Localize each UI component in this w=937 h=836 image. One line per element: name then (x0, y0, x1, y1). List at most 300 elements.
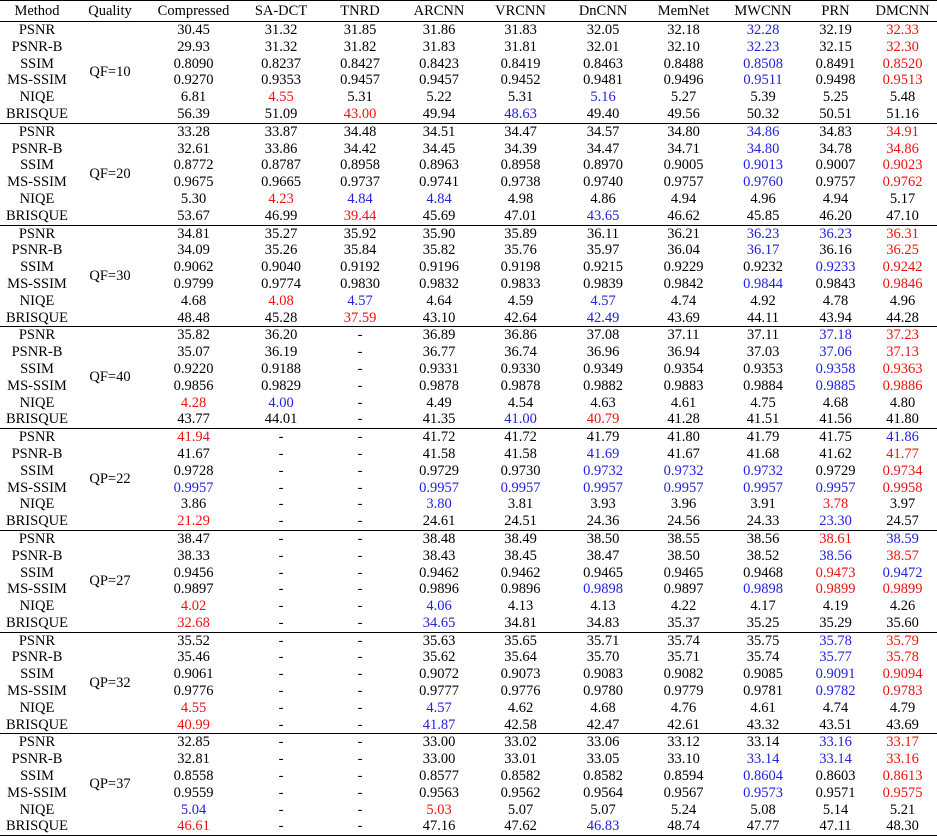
value-cell: 0.9083 (583, 666, 623, 683)
value-cell: 43.10 (422, 309, 456, 326)
value-cell: 34.48 (343, 123, 377, 140)
value-cell: - (278, 614, 284, 631)
value-cell: 38.33 (177, 547, 210, 564)
value-cell: 0.9728 (173, 462, 214, 479)
value-cell: - (357, 496, 363, 513)
metric-label: BRISQUE (5, 411, 69, 428)
metric-label: PSNR-B (11, 649, 63, 666)
value-cell: 35.25 (746, 614, 780, 631)
value-cell: 41.35 (422, 411, 456, 428)
column-header: Quality (88, 3, 132, 19)
table-row (0, 632, 937, 649)
quality-label: QF=40 (89, 369, 131, 386)
value-cell: 5.14 (822, 801, 849, 818)
value-cell: 32.68 (177, 614, 210, 631)
value-cell: 4.75 (750, 394, 776, 411)
metric-label: PSNR (18, 429, 56, 446)
metric-label: NIQE (19, 699, 55, 716)
value-cell: 4.68 (590, 699, 616, 716)
value-cell: 36.17 (746, 242, 780, 259)
value-cell: 41.87 (422, 716, 456, 733)
metric-label: PSNR (18, 327, 56, 344)
value-cell: 4.86 (590, 190, 616, 207)
value-cell: 0.9005 (663, 157, 704, 174)
metric-label: PSNR-B (11, 547, 63, 564)
value-cell: 41.75 (819, 429, 852, 446)
value-cell: 0.9776 (173, 683, 214, 700)
value-cell: 35.74 (746, 649, 780, 666)
value-cell: 37.13 (886, 344, 919, 361)
value-cell: 0.9331 (419, 360, 459, 377)
quality-group (0, 22, 937, 124)
metric-label: NIQE (19, 394, 55, 411)
value-cell: 0.8604 (743, 768, 783, 785)
value-cell: 35.52 (177, 632, 210, 649)
quality-label: QP=27 (89, 572, 131, 589)
value-cell: 31.85 (343, 22, 377, 38)
value-cell: 35.07 (177, 344, 210, 361)
metric-label: SSIM (20, 666, 54, 683)
value-cell: 0.8577 (419, 768, 459, 785)
quality-label: QP=22 (89, 471, 131, 488)
value-cell: 0.9082 (663, 666, 704, 683)
value-cell: 35.92 (343, 225, 377, 242)
value-cell: 34.80 (746, 140, 780, 157)
value-cell: - (357, 377, 363, 394)
value-cell: 34.91 (886, 123, 919, 140)
quality-label: QF=30 (89, 267, 131, 284)
quality-group (0, 429, 937, 531)
value-cell: 46.20 (819, 207, 852, 224)
value-cell: 0.9023 (882, 157, 923, 174)
value-cell: 4.92 (750, 292, 776, 309)
value-cell: 5.30 (180, 190, 207, 207)
value-cell: 0.9196 (419, 259, 459, 276)
value-cell: 4.62 (507, 699, 534, 716)
value-cell: 0.9091 (815, 666, 856, 683)
value-cell: 36.89 (422, 327, 456, 344)
value-cell: 41.69 (586, 445, 620, 462)
value-cell: 0.9832 (419, 275, 459, 292)
value-cell: - (278, 598, 284, 615)
value-cell: 38.52 (746, 547, 780, 564)
value-cell: 0.9192 (340, 259, 380, 276)
value-cell: 32.30 (886, 38, 919, 55)
metric-label: PSNR-B (11, 344, 63, 361)
value-cell: 43.94 (819, 309, 852, 326)
value-cell: 0.9780 (583, 683, 623, 700)
value-cell: 0.9846 (882, 275, 923, 292)
metric-label: SSIM (20, 462, 54, 479)
value-cell: 35.79 (886, 632, 919, 649)
value-cell: 24.36 (586, 513, 620, 530)
value-cell: 34.86 (886, 140, 919, 157)
value-cell: 0.8520 (882, 55, 923, 72)
value-cell: 0.9040 (261, 259, 301, 276)
quality-group (0, 530, 937, 632)
value-cell: 41.77 (886, 445, 919, 462)
value-cell: 0.8237 (261, 55, 301, 72)
value-cell: 34.47 (586, 140, 620, 157)
value-cell: 37.18 (819, 327, 852, 344)
table-row (0, 22, 937, 39)
value-cell: 53.67 (177, 207, 210, 224)
table-header (0, 1, 937, 22)
metric-label: NIQE (19, 496, 55, 513)
value-cell: 4.19 (822, 598, 849, 615)
value-cell: 32.33 (886, 22, 919, 38)
value-cell: 4.68 (180, 292, 207, 309)
value-cell: 36.21 (667, 225, 700, 242)
value-cell: - (357, 581, 363, 598)
metric-label: MS-SSIM (7, 275, 67, 292)
value-cell: 0.9732 (663, 462, 704, 479)
value-cell: 5.07 (507, 801, 534, 818)
quality-label: QP=32 (89, 674, 131, 691)
value-cell: 0.9229 (663, 259, 704, 276)
value-cell: 51.16 (886, 105, 919, 122)
value-cell: 35.64 (504, 649, 537, 666)
value-cell: 0.9957 (173, 479, 214, 496)
value-cell: 33.14 (746, 751, 780, 768)
value-cell: 32.18 (667, 22, 700, 38)
metric-label: MS-SSIM (7, 581, 67, 598)
value-cell: 0.8419 (500, 55, 541, 72)
value-cell: 5.22 (426, 89, 452, 106)
value-cell: 43.65 (586, 207, 620, 224)
value-cell: 33.14 (746, 734, 780, 751)
value-cell: - (278, 818, 284, 835)
value-cell: 4.64 (426, 292, 452, 309)
value-cell: 0.9899 (882, 581, 923, 598)
value-cell: 38.61 (819, 530, 852, 547)
column-header: SA-DCT (254, 3, 308, 19)
metric-label: PSNR (18, 225, 56, 242)
table-row (0, 123, 937, 140)
value-cell: 41.58 (422, 445, 456, 462)
column-header: VRCNN (495, 3, 546, 19)
metric-label: NIQE (19, 89, 55, 106)
value-cell: - (357, 445, 363, 462)
value-cell: 51.09 (264, 105, 298, 122)
value-cell: 38.50 (586, 530, 620, 547)
value-cell: 0.9729 (419, 462, 459, 479)
value-cell: - (357, 360, 363, 377)
value-cell: 41.58 (504, 445, 537, 462)
value-cell: 0.9829 (261, 377, 301, 394)
value-cell: - (278, 513, 284, 530)
value-cell: 29.93 (177, 38, 210, 55)
value-cell: 0.9563 (419, 784, 459, 801)
value-cell: - (278, 699, 284, 716)
value-cell: 46.83 (586, 818, 620, 835)
value-cell: 0.9878 (419, 377, 459, 394)
value-cell: 33.10 (667, 751, 700, 768)
metric-label: SSIM (20, 768, 54, 785)
value-cell: 0.9898 (583, 581, 623, 598)
value-cell: 0.9729 (815, 462, 856, 479)
value-cell: 3.78 (822, 496, 849, 513)
value-cell: 3.81 (507, 496, 534, 513)
value-cell: 32.10 (667, 38, 700, 55)
value-cell: 0.8508 (743, 55, 783, 72)
value-cell: 38.50 (667, 547, 700, 564)
value-cell: 0.9734 (882, 462, 923, 479)
value-cell: 0.9242 (882, 259, 923, 276)
value-cell: 5.17 (889, 190, 916, 207)
value-cell: 36.25 (886, 242, 919, 259)
metric-label: MS-SSIM (7, 784, 67, 801)
value-cell: 35.78 (886, 649, 919, 666)
value-cell: 0.9472 (882, 564, 923, 581)
value-cell: 31.83 (504, 22, 537, 38)
value-cell: 0.9481 (583, 72, 623, 89)
value-cell: 34.83 (819, 123, 852, 140)
table-row (0, 327, 937, 344)
value-cell: 38.45 (504, 547, 537, 564)
value-cell: 0.8090 (173, 55, 214, 72)
value-cell: 0.9456 (173, 564, 214, 581)
value-cell: 5.08 (750, 801, 776, 818)
value-cell: 34.83 (586, 614, 620, 631)
metric-label: BRISQUE (5, 309, 69, 326)
value-cell: 5.21 (889, 801, 916, 818)
value-cell: 0.9353 (261, 72, 301, 89)
value-cell: 31.32 (264, 22, 298, 38)
value-cell: 4.13 (590, 598, 616, 615)
value-cell: 0.9462 (500, 564, 541, 581)
value-cell: 24.56 (667, 513, 700, 530)
value-cell: - (357, 699, 363, 716)
value-cell: 0.9783 (882, 683, 923, 700)
value-cell: 0.9896 (419, 581, 459, 598)
value-cell: 0.8491 (815, 55, 856, 72)
value-cell: 41.94 (177, 429, 210, 446)
value-cell: 0.9899 (815, 581, 856, 598)
value-cell: 41.62 (819, 445, 852, 462)
metric-label: PSNR (18, 632, 56, 649)
value-cell: 34.45 (422, 140, 456, 157)
value-cell: 32.15 (819, 38, 852, 55)
value-cell: - (357, 632, 363, 649)
value-cell: 38.57 (886, 547, 919, 564)
value-cell: 0.9220 (173, 360, 214, 377)
value-cell: 0.9839 (583, 275, 623, 292)
metric-label: NIQE (19, 292, 55, 309)
value-cell: 4.96 (750, 190, 776, 207)
value-cell: 35.76 (504, 242, 537, 259)
value-cell: 0.9882 (583, 377, 623, 394)
value-cell: 38.59 (886, 530, 919, 547)
value-cell: 24.51 (504, 513, 537, 530)
value-cell: 43.69 (667, 309, 700, 326)
value-cell: 34.65 (422, 614, 456, 631)
value-cell: 4.22 (670, 598, 697, 615)
value-cell: 34.80 (667, 123, 700, 140)
value-cell: 45.28 (264, 309, 298, 326)
value-cell: 56.39 (177, 105, 210, 122)
value-cell: 4.55 (180, 699, 207, 716)
value-cell: 0.9897 (663, 581, 704, 598)
value-cell: 0.8958 (500, 157, 541, 174)
value-cell: 34.42 (343, 140, 377, 157)
value-cell: - (357, 716, 363, 733)
value-cell: 50.51 (819, 105, 852, 122)
value-cell: - (278, 564, 284, 581)
value-cell: 37.08 (586, 327, 620, 344)
value-cell: 35.77 (819, 649, 852, 666)
metric-label: MS-SSIM (7, 72, 67, 89)
metric-label: BRISQUE (5, 818, 69, 835)
table-row (0, 530, 937, 547)
value-cell: 36.20 (264, 327, 298, 344)
value-cell: 4.74 (822, 699, 849, 716)
value-cell: 34.81 (504, 614, 537, 631)
value-cell: 5.25 (822, 89, 849, 106)
value-cell: 33.16 (886, 751, 919, 768)
value-cell: 41.56 (819, 411, 852, 428)
value-cell: 0.9358 (815, 360, 856, 377)
metric-label: MS-SSIM (7, 377, 67, 394)
value-cell: 4.68 (822, 394, 849, 411)
value-cell: 0.9085 (743, 666, 783, 683)
value-cell: - (357, 649, 363, 666)
value-cell: 4.79 (889, 699, 916, 716)
value-cell: - (278, 632, 284, 649)
column-header: MemNet (657, 3, 710, 19)
value-cell: 0.9496 (663, 72, 704, 89)
value-cell: 48.63 (504, 105, 537, 122)
value-cell: 44.11 (746, 309, 780, 326)
value-cell: 0.9562 (500, 784, 541, 801)
value-cell: 0.9844 (743, 275, 783, 292)
value-cell: 4.23 (268, 190, 294, 207)
value-cell: 35.29 (819, 614, 852, 631)
value-cell: 33.28 (177, 123, 210, 140)
value-cell: 37.11 (746, 327, 780, 344)
quality-label: QF=10 (89, 63, 131, 80)
value-cell: 32.85 (177, 734, 210, 751)
value-cell: 0.9498 (815, 72, 856, 89)
value-cell: 0.8423 (419, 55, 459, 72)
value-cell: 45.85 (746, 207, 780, 224)
value-cell: 36.04 (667, 242, 700, 259)
column-header: MWCNN (734, 3, 792, 19)
value-cell: 4.06 (426, 598, 452, 615)
value-cell: 4.57 (590, 292, 616, 309)
value-cell: - (357, 411, 363, 428)
value-cell: 0.9957 (419, 479, 459, 496)
value-cell: 47.77 (746, 818, 780, 835)
value-cell: 47.01 (504, 207, 537, 224)
value-cell: 35.70 (586, 649, 620, 666)
header-row (0, 1, 937, 22)
value-cell: 41.67 (667, 445, 700, 462)
value-cell: 4.00 (268, 394, 294, 411)
value-cell: 34.78 (819, 140, 852, 157)
value-cell: 4.02 (180, 598, 207, 615)
value-cell: - (278, 801, 284, 818)
value-cell: 0.9781 (743, 683, 783, 700)
value-cell: 0.9897 (173, 581, 214, 598)
value-cell: 0.9777 (419, 683, 459, 700)
value-cell: 4.98 (507, 190, 534, 207)
value-cell: 37.23 (886, 327, 919, 344)
value-cell: 21.29 (177, 513, 210, 530)
value-cell: 4.84 (347, 190, 373, 207)
value-cell: 3.93 (590, 496, 616, 513)
value-cell: 43.77 (177, 411, 210, 428)
value-cell: 41.72 (504, 429, 537, 446)
value-cell: 6.81 (180, 89, 207, 106)
value-cell: 32.23 (746, 38, 780, 55)
value-cell: 46.61 (177, 818, 210, 835)
metric-label: NIQE (19, 190, 55, 207)
value-cell: 0.9062 (173, 259, 214, 276)
value-cell: 32.01 (586, 38, 620, 55)
value-cell: 0.9061 (173, 666, 214, 683)
value-cell: 0.8594 (663, 768, 704, 785)
value-cell: 0.9513 (882, 72, 923, 89)
value-cell: 0.9567 (663, 784, 704, 801)
value-cell: 31.32 (264, 38, 298, 55)
value-cell: 32.19 (819, 22, 852, 38)
value-cell: 35.46 (177, 649, 210, 666)
quality-label: QP=37 (89, 776, 131, 793)
value-cell: 32.28 (746, 22, 780, 38)
metric-label: PSNR-B (11, 140, 63, 157)
value-cell: 0.8958 (340, 157, 380, 174)
value-cell: 48.48 (177, 309, 210, 326)
metric-label: NIQE (19, 598, 55, 615)
value-cell: 0.9886 (882, 377, 923, 394)
value-cell: - (278, 581, 284, 598)
value-cell: 0.9575 (882, 784, 923, 801)
value-cell: 44.01 (264, 411, 298, 428)
value-cell: 0.9462 (419, 564, 459, 581)
value-cell: 3.96 (670, 496, 697, 513)
value-cell: 0.8427 (340, 55, 380, 72)
value-cell: 47.11 (819, 818, 852, 835)
table-row (0, 429, 937, 446)
value-cell: 0.9559 (173, 784, 214, 801)
value-cell: 4.84 (426, 190, 452, 207)
value-cell: 0.9957 (815, 479, 856, 496)
value-cell: 0.9457 (340, 72, 380, 89)
value-cell: - (278, 547, 284, 564)
value-cell: 39.44 (343, 207, 377, 224)
value-cell: 49.40 (586, 105, 620, 122)
value-cell: 0.9571 (815, 784, 856, 801)
value-cell: 41.80 (667, 429, 700, 446)
metric-label: MS-SSIM (7, 174, 67, 191)
value-cell: 33.87 (264, 123, 298, 140)
value-cell: 35.82 (177, 327, 210, 344)
value-cell: 42.49 (586, 309, 620, 326)
value-cell: 0.9073 (500, 666, 541, 683)
value-cell: 41.79 (586, 429, 620, 446)
metric-label: SSIM (20, 360, 54, 377)
value-cell: - (278, 751, 284, 768)
value-cell: 36.77 (422, 344, 456, 361)
value-cell: 49.56 (667, 105, 700, 122)
value-cell: - (357, 429, 363, 446)
value-cell: 46.62 (667, 207, 700, 224)
value-cell: - (278, 462, 284, 479)
value-cell: 35.82 (422, 242, 456, 259)
quality-group (0, 632, 937, 734)
value-cell: 43.69 (886, 716, 919, 733)
